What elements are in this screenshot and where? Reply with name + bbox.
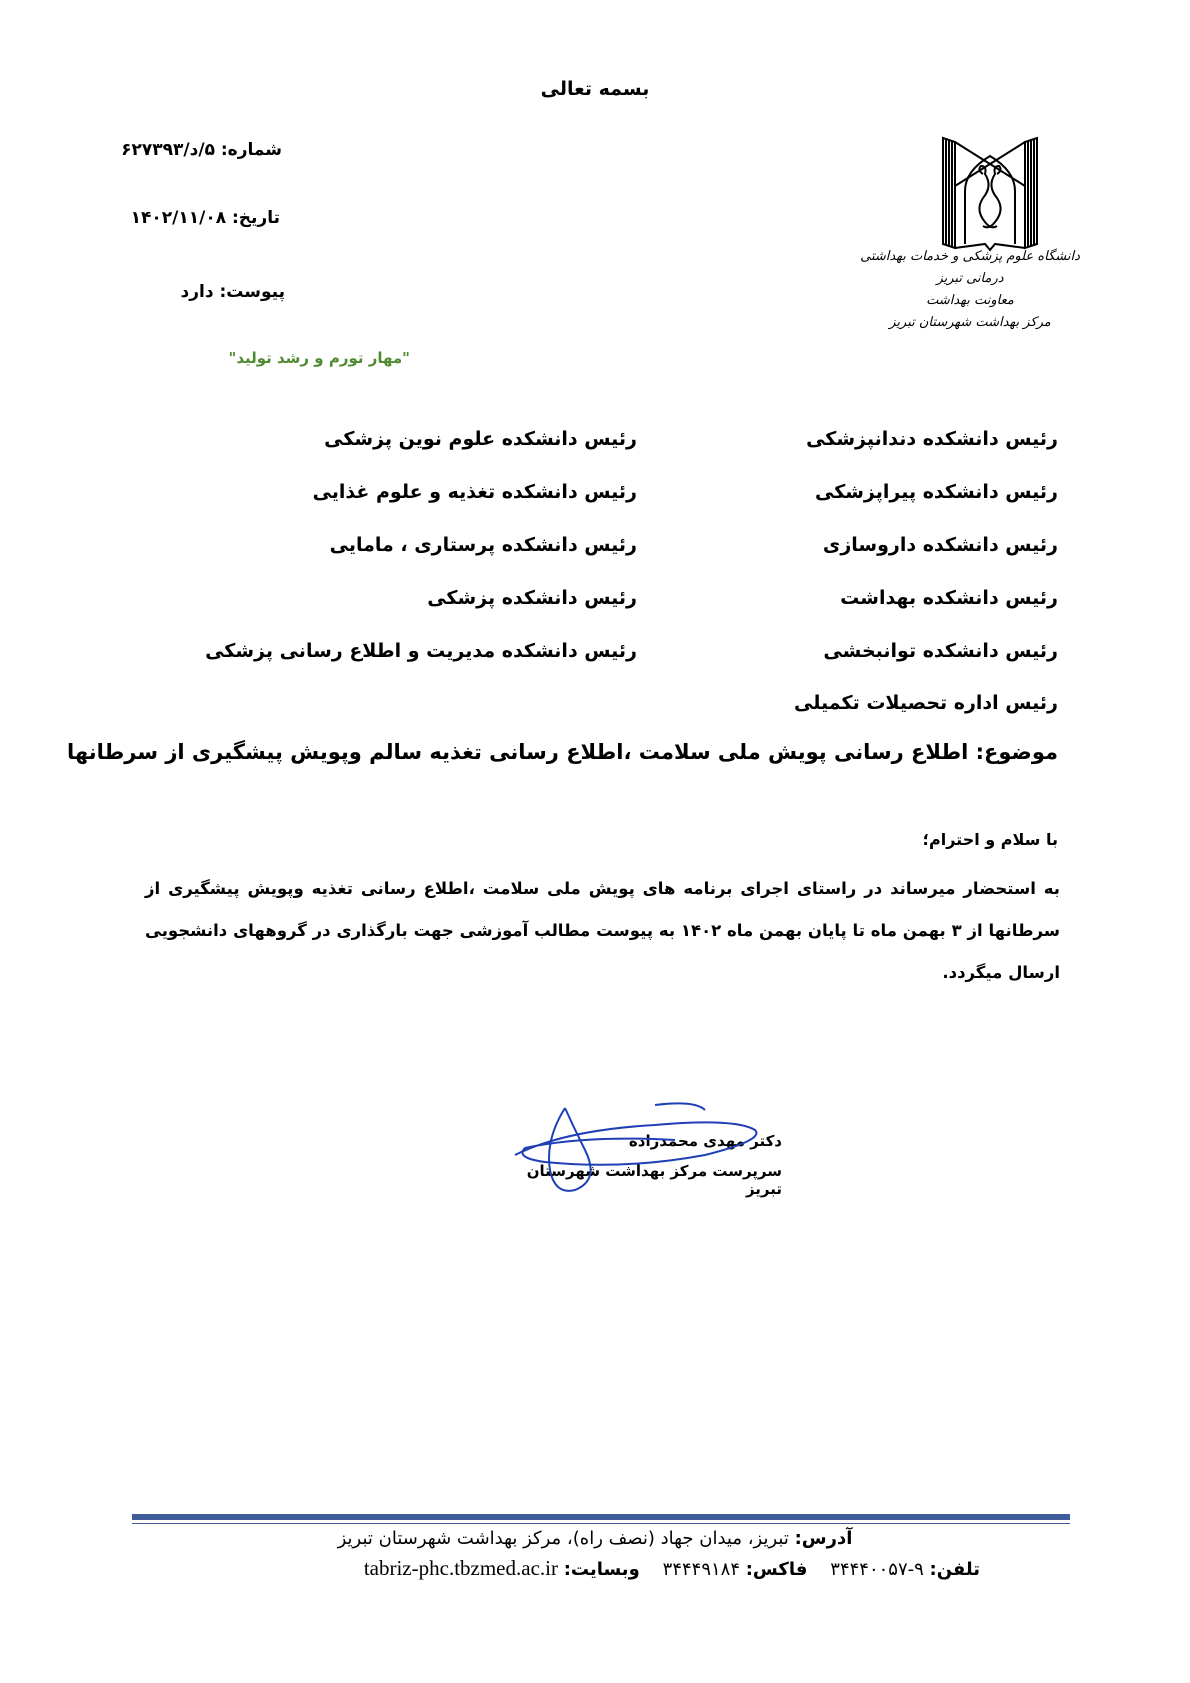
website-label: وبسایت: (563, 1559, 640, 1580)
recipient-nutrition: رئیس دانشکده تغذیه و علوم غذایی (312, 481, 637, 503)
phone-value: ۹-۳۴۴۴۰۰۵۷ (830, 1559, 924, 1580)
letter-attachment-label: پیوست: (219, 282, 285, 302)
deputy-name: معاونت بهداشت (926, 293, 1014, 308)
recipient-paramedical: رئیس دانشکده پیراپزشکی (814, 481, 1058, 503)
recipient-health: رئیس دانشکده بهداشت (840, 587, 1058, 609)
center-name: مرکز بهداشت شهرستان تبریز (889, 315, 1051, 330)
fax-label: فاکس: (745, 1559, 808, 1580)
letter-attachment (0, 282, 285, 302)
handwritten-signature-icon (505, 1100, 795, 1200)
recipient-pharmacy: رئیس دانشکده داروسازی (822, 534, 1058, 556)
recipient-nursing-midwifery: رئیس دانشکده پرستاری ، مامایی (329, 534, 637, 556)
letter-subject: موضوع: اطلاع رسانی پویش ملی سلامت ،اطلاع رسانی تغذیه سالم وپویش پیشگیری از سرطانها (67, 740, 1058, 764)
recipient-medicine: رئیس دانشکده پزشکی (427, 587, 637, 609)
letter-number-label: شماره: (220, 140, 282, 160)
recipient-advanced-medical-sciences: رئیس دانشکده علوم نوین پزشکی (324, 428, 637, 450)
letter-number-value: ۵/د/۶۲۷۳۹۳ (121, 140, 215, 160)
footer-contact (0, 1556, 980, 1581)
address-value: تبریز، میدان جهاد (نصف راه)، مرکز بهداشت شهرستان تبریز (337, 1528, 789, 1549)
fax-value: ۳۴۴۴۹۱۸۴ (662, 1559, 740, 1580)
website-link[interactable]: tabriz-phc.tbzmed.ac.ir (363, 1556, 558, 1580)
year-slogan: "مهار تورم و رشد تولید" (228, 349, 410, 367)
footer-divider-thick (132, 1514, 1070, 1520)
university-name: دانشگاه علوم پزشکی و خدمات بهداشتی درمانی تبریز (860, 249, 1080, 286)
phone-label: تلفن: (929, 1559, 980, 1580)
signatory-title: سرپرست مرکز بهداشت شهرستان تبریز (526, 1162, 782, 1198)
recipient-dentistry: رئیس دانشکده دندانپزشکی (806, 428, 1058, 450)
letter-attachment-value: دارد (180, 282, 214, 302)
footer-address (0, 1528, 1190, 1549)
recipient-rehabilitation: رئیس دانشکده توانبخشی (823, 640, 1058, 662)
letter-number (0, 140, 282, 160)
footer-divider-thin (132, 1523, 1070, 1524)
address-label: آدرس: (794, 1528, 853, 1549)
letter-date-value: ۱۴۰۲/۱۱/۰۸ (130, 208, 227, 228)
letter-body: به استحضار میرساند در راستای اجرای برنامه های پویش ملی سلامت ،اطلاع رسانی تغذیه وپویش پیشگیری از سرطانها از ۳ بهمن ماه تا پایان بهمن ماه ۱۴۰۲ به پیوست مطالب آموزشی جهت بارگذاری در گروههای دانشجویی ارسال میگردد. (145, 879, 1060, 982)
tbzmed-book-emblem-icon (935, 126, 1045, 254)
organization-name (860, 246, 1080, 334)
signatory-name: دکتر مهدی محمدزاده (628, 1132, 782, 1150)
letter-date-label: تاریخ: (232, 208, 280, 228)
recipient-graduate-studies: رئیس اداره تحصیلات تکمیلی (794, 692, 1058, 714)
invocation-heading: بسمه تعالی (540, 78, 650, 100)
recipient-management-informatics: رئیس دانشکده مدیریت و اطلاع رسانی پزشکی (205, 640, 637, 662)
greeting: با سلام و احترام؛ (922, 830, 1058, 849)
letter-date (0, 208, 280, 228)
